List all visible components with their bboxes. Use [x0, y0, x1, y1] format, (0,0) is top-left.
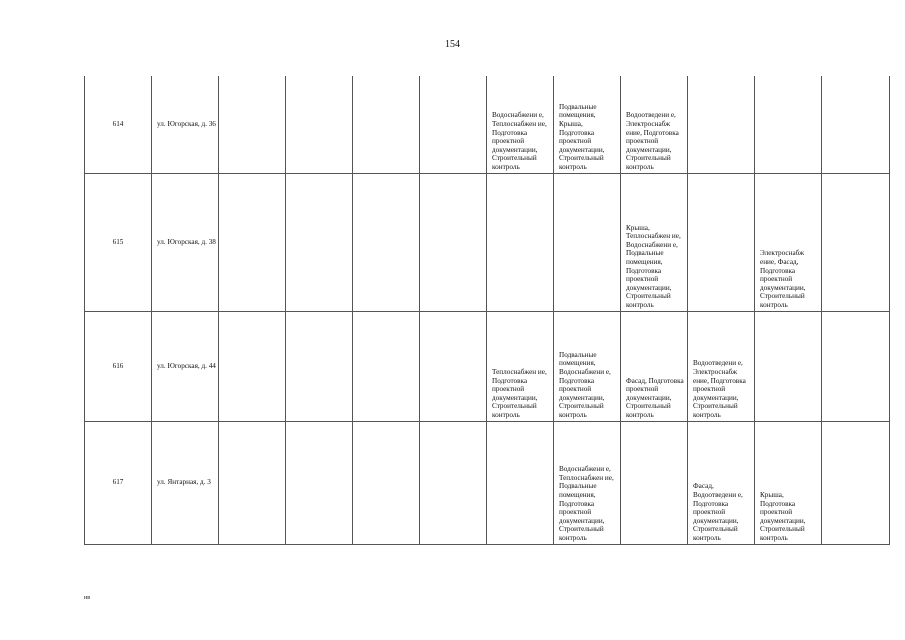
work-type-cell: [420, 311, 487, 421]
work-type-cell: [286, 421, 353, 544]
work-type-cell: [353, 311, 420, 421]
work-type-cell: [688, 173, 755, 311]
work-type-cell: [822, 311, 890, 421]
work-type-cell: Водоотведени е, Электроснабж ение, Подготовка проектной документации, Строительный контроль: [621, 76, 688, 173]
address-cell: ул. Югорская, д. 36: [152, 76, 219, 173]
work-type-cell: [688, 76, 755, 173]
work-type-cell: Водоснабжени е, Теплоснабжен ие, Подготовка проектной документации, Строительный контроль: [487, 76, 554, 173]
work-type-cell: [219, 76, 286, 173]
work-type-cell: [286, 311, 353, 421]
row-number-cell: 615: [85, 173, 152, 311]
work-type-cell: [554, 173, 621, 311]
work-type-cell: [286, 173, 353, 311]
work-type-cell: Подвальные помещения, Водоснабжени е, Подготовка проектной документации, Строительный контроль: [554, 311, 621, 421]
work-type-cell: Водоснабжени е, Теплоснабжен ие, Подвальные помещения, Подготовка проектной документации, Строительный контроль: [554, 421, 621, 544]
work-type-cell: [822, 76, 890, 173]
work-type-cell: Фасад, Водоотведени е, Подготовка проектной документации, Строительный контроль: [688, 421, 755, 544]
work-type-cell: Подвальные помещения, Крыша, Подготовка проектной документации, Строительный контроль: [554, 76, 621, 173]
row-number-cell: 614: [85, 76, 152, 173]
work-type-cell: [822, 173, 890, 311]
table-row: [85, 421, 890, 544]
table-row: [85, 76, 890, 173]
work-type-cell: [353, 173, 420, 311]
work-type-cell: [353, 76, 420, 173]
row-number-cell: 616: [85, 311, 152, 421]
work-type-cell: [755, 311, 822, 421]
work-type-cell: [219, 421, 286, 544]
work-type-cell: Электроснабж ение, Фасад, Подготовка проектной документации, Строительный контроль: [755, 173, 822, 311]
table-row: [85, 173, 890, 311]
work-type-cell: [621, 421, 688, 544]
work-type-cell: [420, 173, 487, 311]
repair-schedule-table: [84, 76, 890, 545]
work-type-cell: [487, 421, 554, 544]
address-cell: ул. Югорская, д. 44: [152, 311, 219, 421]
work-type-cell: [420, 76, 487, 173]
work-type-cell: [420, 421, 487, 544]
work-type-cell: Водоотведени е, Электроснабж ение, Подготовка проектной документации, Строительный контроль: [688, 311, 755, 421]
work-type-cell: [755, 76, 822, 173]
footer-mark: нв: [84, 595, 91, 601]
address-cell: ул. Янтарная, д. 3: [152, 421, 219, 544]
work-type-cell: Крыша, Подготовка проектной документации, Строительный контроль: [755, 421, 822, 544]
work-type-cell: [353, 421, 420, 544]
row-number-cell: 617: [85, 421, 152, 544]
work-type-cell: Крыша, Теплоснабжен ие, Водоснабжени е, Подвальные помещения, Подготовка проектной документации, Строительный контроль: [621, 173, 688, 311]
work-type-cell: [487, 173, 554, 311]
table-row: [85, 311, 890, 421]
work-type-cell: Теплоснабжен ие, Подготовка проектной документации, Строительный контроль: [487, 311, 554, 421]
work-type-cell: Фасад, Подготовка проектной документации, Строительный контроль: [621, 311, 688, 421]
work-type-cell: [822, 421, 890, 544]
address-cell: ул. Югорская, д. 38: [152, 173, 219, 311]
page-number: 154: [445, 39, 460, 50]
work-type-cell: [286, 76, 353, 173]
work-type-cell: [219, 311, 286, 421]
work-type-cell: [219, 173, 286, 311]
